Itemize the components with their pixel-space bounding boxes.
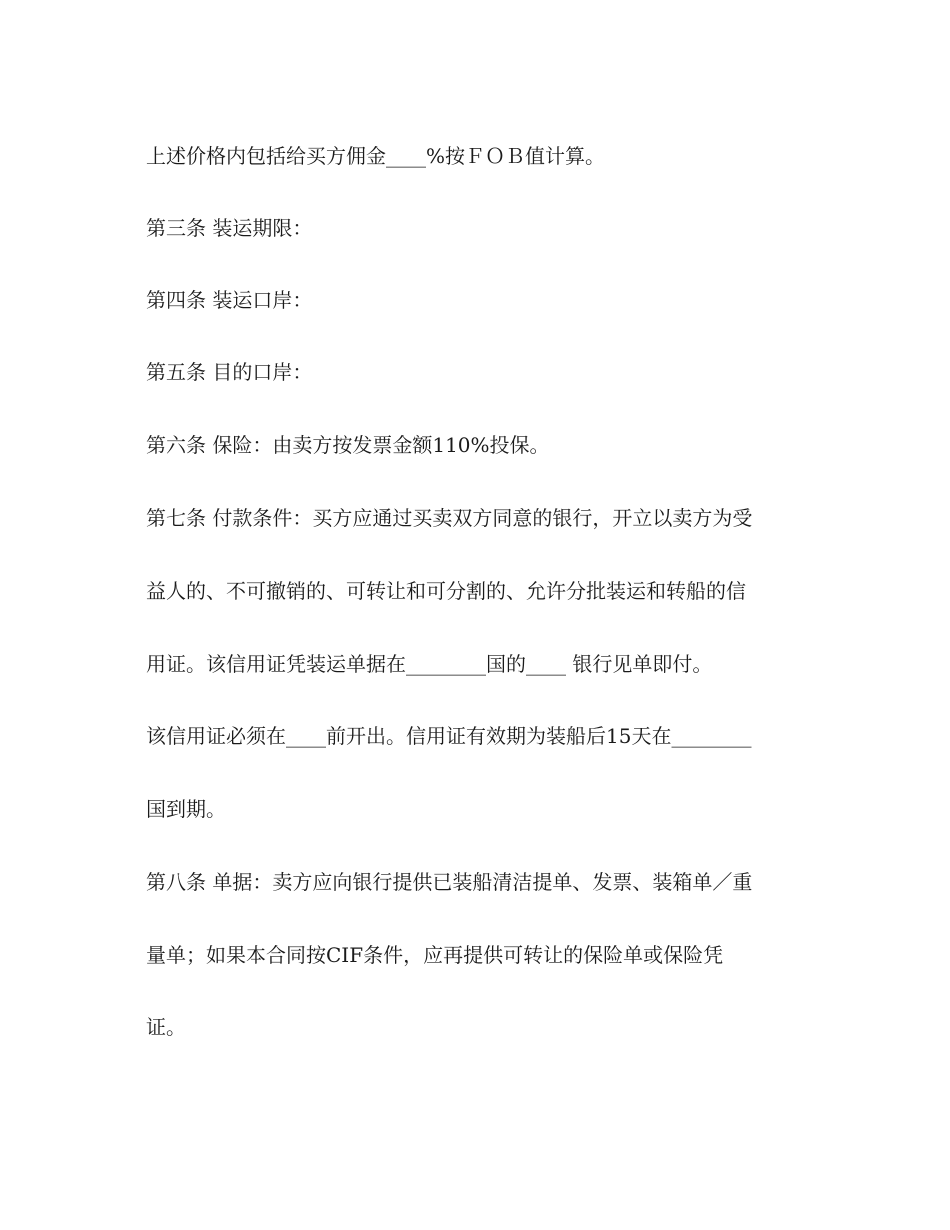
text-line-article-8-part-1: 第八条 单据：卖方应向银行提供已装船清洁提单、发票、装箱单／重: [146, 870, 753, 894]
text-line-article-8-part-2: 量单；如果本合同按CIF条件，应再提供可转让的保险单或保险凭: [146, 943, 724, 967]
text-line-article-3: 第三条 装运期限：: [146, 216, 313, 240]
text-line-article-7-part-5: 国到期。: [146, 797, 226, 821]
text-line-article-7-part-1: 第七条 付款条件：买方应通过买卖双方同意的银行，开立以卖方为受: [146, 506, 753, 530]
text-line-article-7-part-2: 益人的、不可撤销的、可转让和可分割的、允许分批装运和转船的信: [146, 579, 746, 603]
text-line-article-7-part-4: 该信用证必须在____前开出。信用证有效期为装船后15天在________: [146, 724, 752, 748]
text-line-article-8-part-3: 证。: [146, 1015, 186, 1039]
text-line-article-5: 第五条 目的口岸：: [146, 360, 313, 384]
text-line-article-7-part-3: 用证。该信用证凭装运单据在________国的____ 银行见单即付。: [146, 652, 713, 676]
text-line-article-6: 第六条 保险：由卖方按发票金额110%投保。: [146, 433, 550, 457]
text-line-commission: 上述价格内包括给买方佣金____%按ＦＯＢ值计算。: [146, 144, 606, 168]
text-line-article-4: 第四条 装运口岸：: [146, 288, 313, 312]
